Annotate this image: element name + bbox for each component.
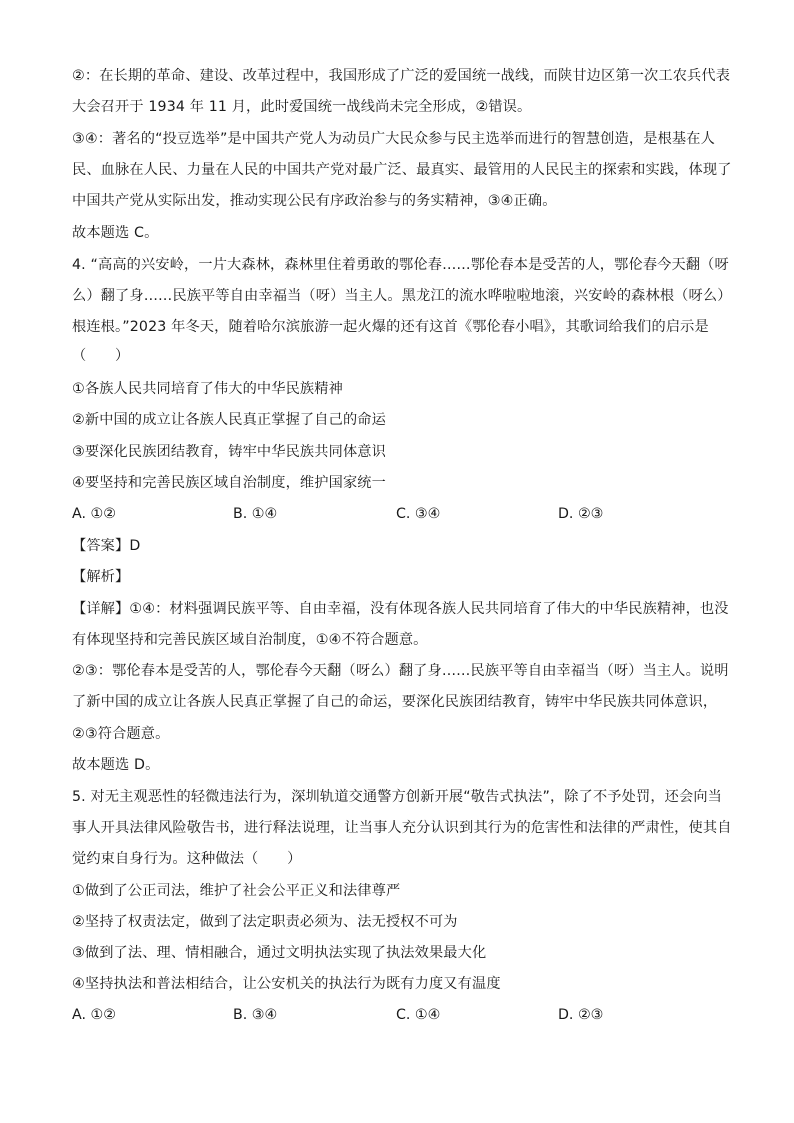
q4-option-b: B. ①④ [233, 506, 278, 522]
q3-analysis-line: ②：在长期的革命、建设、改革过程中，我国形成了广泛的爱国统一战线，而陕甘边区第一次工农兵代表 [72, 68, 731, 84]
q4-detail [72, 599, 729, 619]
q4-option-d: D. ②③ [558, 506, 604, 522]
detail-tag: 【详解】 [72, 601, 130, 617]
q5-stem: 觉约束自身行为。这种做法（ ） [72, 851, 302, 867]
answer-value: D [129, 538, 141, 554]
answer-tag: 【答案】 [72, 538, 130, 554]
q4-stem: 根连根。”2023 年冬天，随着哈尔滨旅游一起火爆的还有这首《鄂伦春小唱》，其歌词给我们的启示是 [72, 319, 709, 335]
q5-stem: 事人开具法律风险敬告书，进行释法说理，让当事人充分认识到其行为的危害性和法律的严肃性，使其自 [72, 820, 732, 836]
q4-option-a: A. ①② [72, 506, 116, 522]
q4-conclusion: 故本题选 D。 [72, 757, 160, 773]
q3-analysis-line: 民、血脉在人民、力量在人民的中国共产党对最广泛、最真实、最管用的人民民主的探索和实践，体现了 [72, 162, 732, 178]
q4-stem-bracket: （ ） [72, 348, 130, 364]
q3-analysis-line: 大会召开于 1934 年 11 月，此时爱国统一战线尚未完全形成，②错误。 [72, 99, 532, 115]
q4-detail: ②③：鄂伦春本是受苦的人，鄂伦春今天翻（呀么）翻了身……民族平等自由幸福当（呀）当主人。说明 [72, 663, 729, 679]
q4-item: ②新中国的成立让各族人民真正掌握了自己的命运 [72, 412, 386, 428]
q4-answer [72, 536, 140, 556]
q4-detail: 了新中国的成立让各族人民真正掌握了自己的命运，要深化民族团结教育，铸牢中华民族共同体意识， [72, 694, 718, 710]
q3-analysis-line: ③④：著名的“投豆选举”是中国共产党人为动员广大民众参与民主选举而进行的智慧创造，是根基在人 [72, 131, 715, 147]
q5-option-c: C. ①④ [396, 1007, 441, 1023]
detail-text: ①④：材料强调民族平等、自由幸福，没有体现各族人民共同培育了伟大的中华民族精神，也没 [129, 601, 729, 617]
q3-analysis-line: 中国共产党从实际出发，推动实现公民有序政治参与的务实精神，③④正确。 [72, 193, 557, 209]
q5-option-a: A. ①② [72, 1007, 116, 1023]
q5-stem: 5. 对无主观恶性的轻微违法行为，深圳轨道交通警方创新开展“敬告式执法”，除了不予处罚，还会向当 [72, 789, 723, 805]
q4-item: ④要坚持和完善民族区域自治制度，维护国家统一 [72, 475, 386, 491]
q5-option-d: D. ②③ [558, 1007, 604, 1023]
q4-stem: 么）翻了身……民族平等自由幸福当（呀）当主人。黑龙江的流水哗啦啦地滚，兴安岭的森林根（呀么） [72, 288, 732, 304]
q5-item: ③做到了法、理、情相融合，通过文明执法实现了执法效果最大化 [72, 945, 487, 961]
q4-item: ①各族人民共同培育了伟大的中华民族精神 [72, 381, 343, 397]
q5-item: ②坚持了权责法定，做到了法定职责必须为、法无授权不可为 [72, 914, 458, 930]
q4-item: ③要深化民族团结教育，铸牢中华民族共同体意识 [72, 444, 386, 460]
q4-option-c: C. ③④ [396, 506, 441, 522]
q4-detail: 有体现坚持和完善民族区域自治制度，①④不符合题意。 [72, 632, 428, 648]
q5-item: ④坚持执法和普法相结合，让公安机关的执法行为既有力度又有温度 [72, 976, 501, 992]
q5-item: ①做到了公正司法，维护了社会公平正义和法律尊严 [72, 883, 401, 899]
q3-conclusion: 故本题选 C。 [72, 225, 159, 241]
q4-stem: 4. “高高的兴安岭，一片大森林，森林里住着勇敢的鄂伦春……鄂伦春本是受苦的人，鄂伦春今天翻（呀 [72, 257, 729, 273]
q4-analysis-tag: 【解析】 [72, 569, 130, 585]
q4-detail: ②③符合题意。 [72, 726, 170, 742]
q5-option-b: B. ③④ [233, 1007, 278, 1023]
